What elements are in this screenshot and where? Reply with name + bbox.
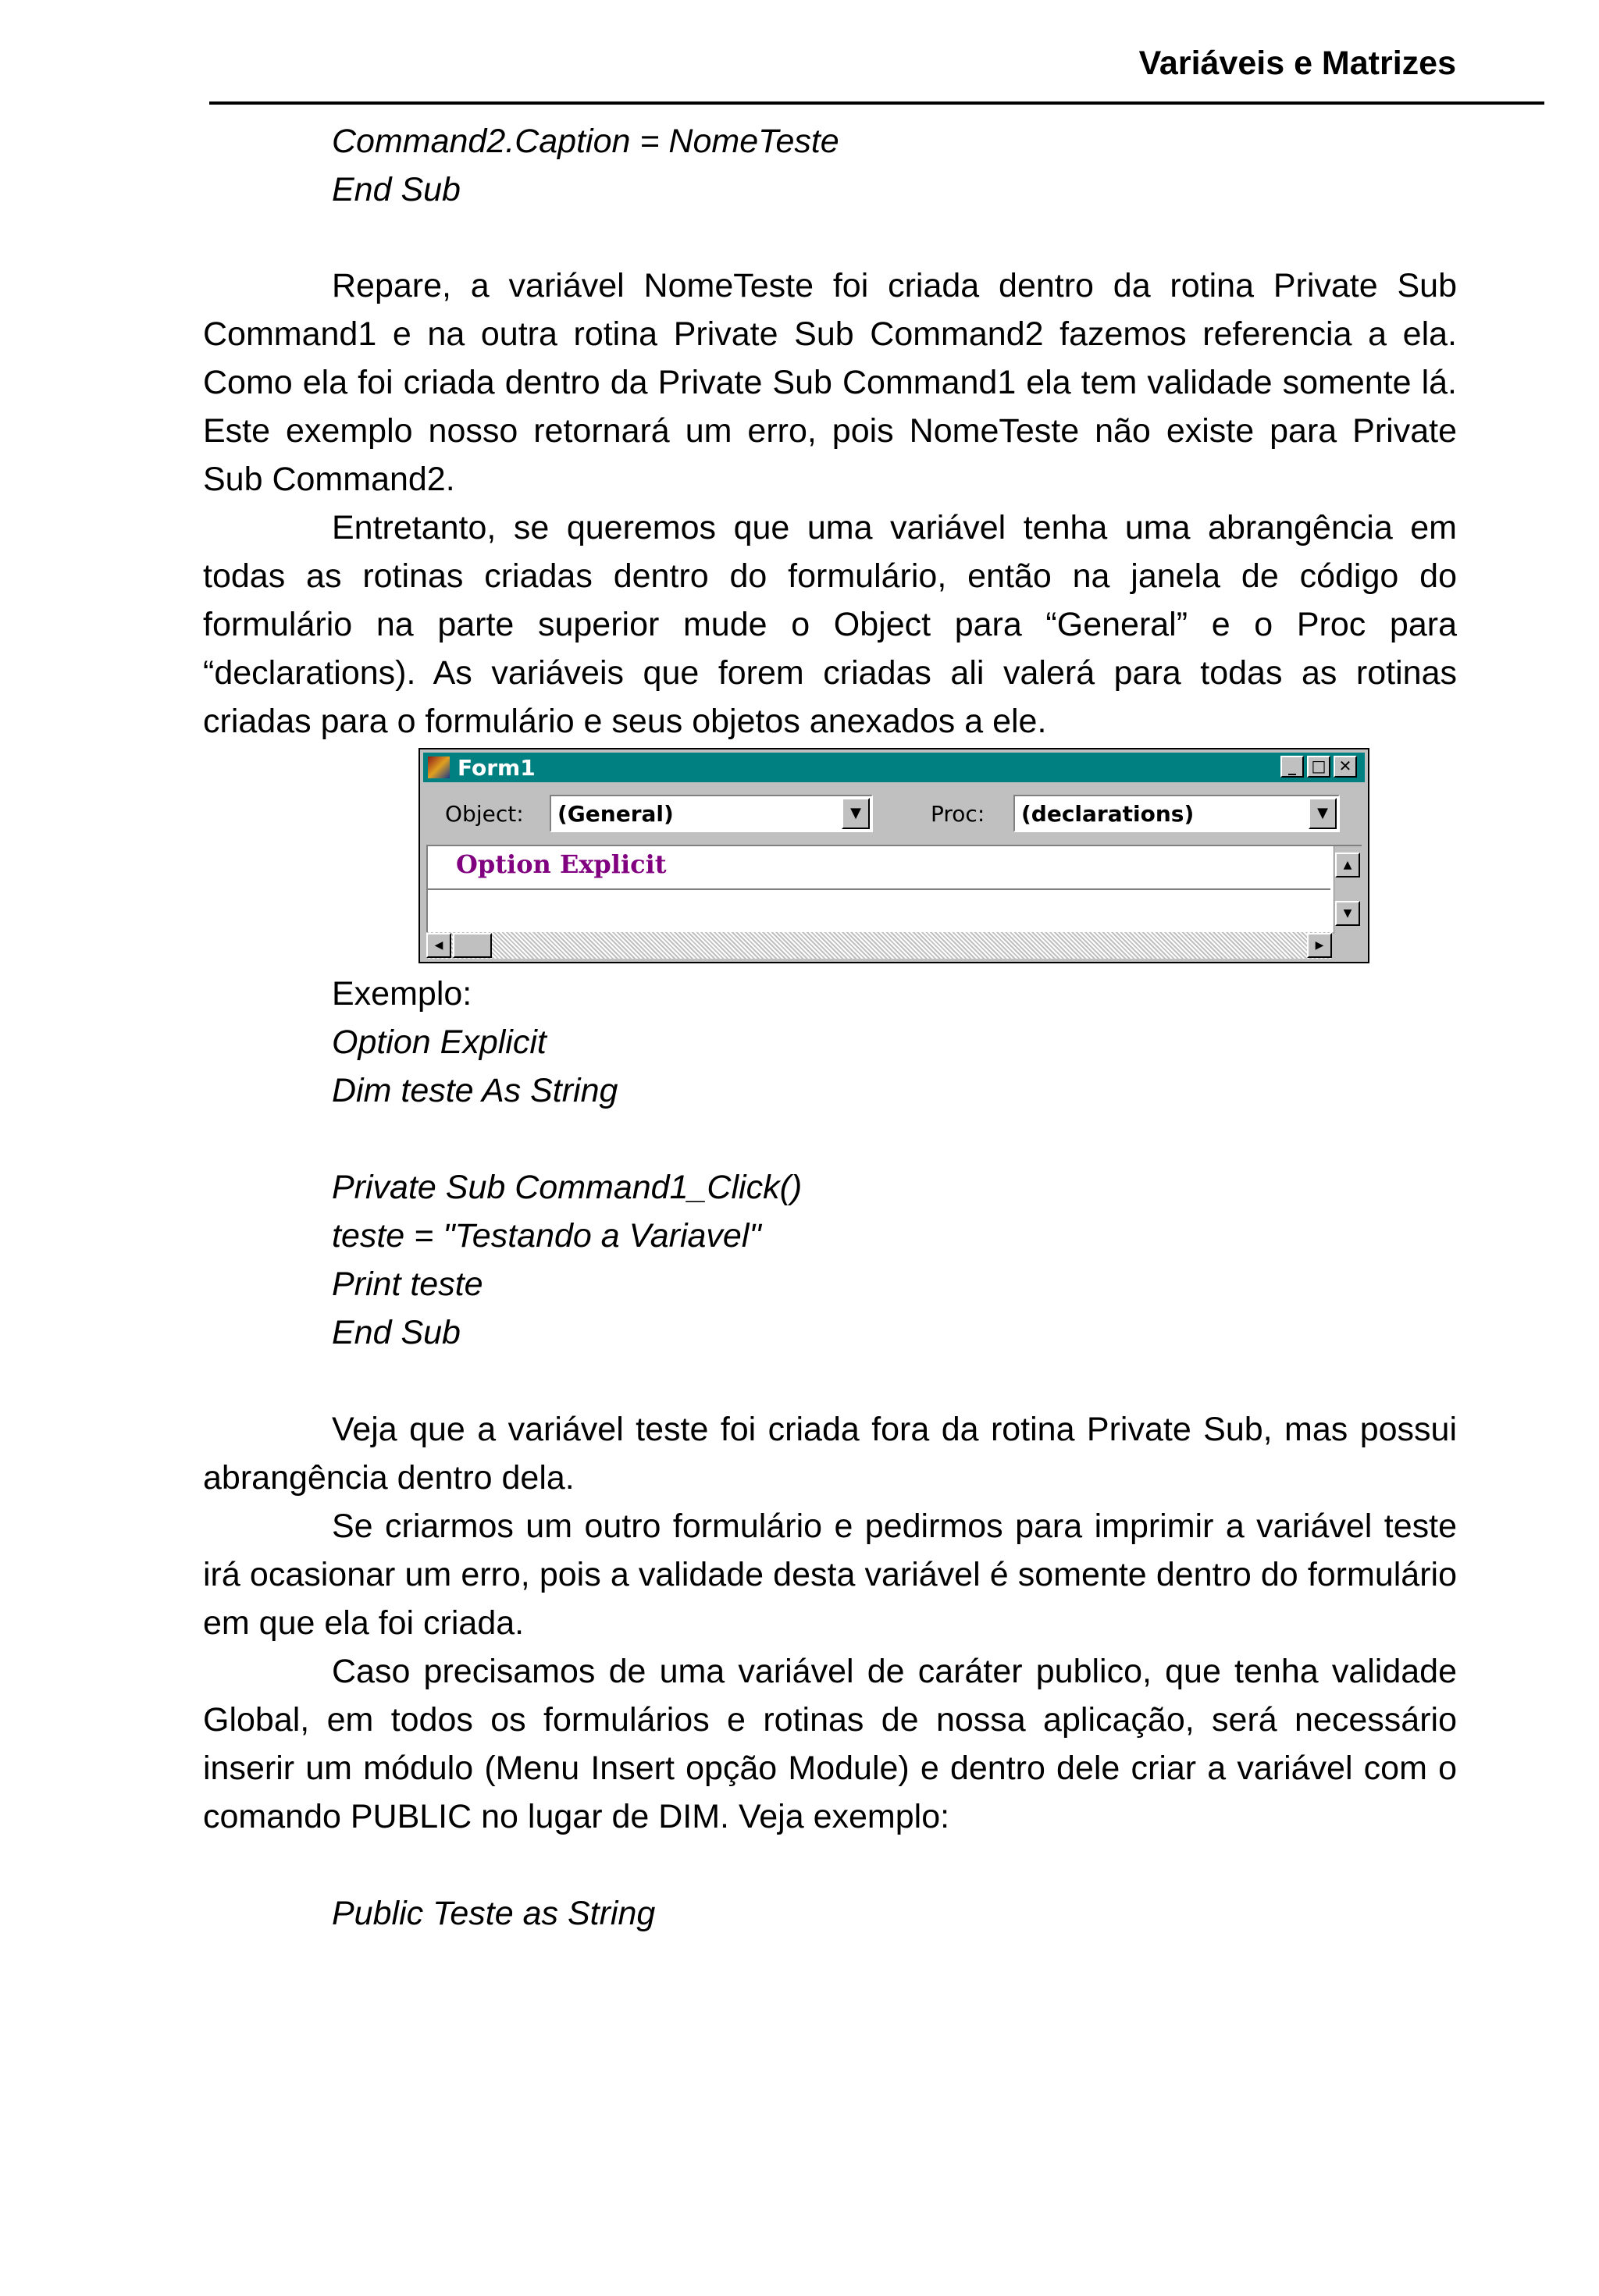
code-block-final	[203, 1889, 1586, 1938]
paragraph-3-block	[203, 1405, 1457, 1502]
maximize-icon[interactable]: □	[1307, 756, 1330, 778]
code-line: End Sub	[332, 171, 461, 208]
scroll-left-icon[interactable]: ◀	[426, 933, 451, 958]
page-header-title: Variáveis e Matrizes	[1138, 44, 1456, 82]
vb-title-bar	[423, 753, 1365, 782]
code-line: Command2.Caption = NomeTeste	[332, 123, 839, 160]
scroll-down-icon[interactable]: ▼	[1335, 901, 1360, 926]
code-block-top	[203, 117, 1586, 214]
chevron-down-icon[interactable]: ▼	[1309, 798, 1337, 829]
header-rule	[209, 101, 1544, 105]
code-line: Public Teste as String	[332, 1895, 656, 1932]
scroll-thumb[interactable]	[453, 933, 492, 958]
object-dropdown-value: (General)	[557, 801, 674, 827]
code-line: teste = "Testando a Variavel"	[332, 1217, 761, 1255]
code-editor-line: Option Explicit	[456, 849, 667, 879]
vb-window-title: Form1	[458, 755, 536, 781]
code-editor[interactable]	[426, 845, 1362, 932]
scroll-right-icon[interactable]: ▶	[1307, 933, 1332, 958]
paragraph-2: Entretanto, se queremos que uma variável tenha uma abrangência em todas as rotinas criadas dentro do formulário, então na janela de código do formulário na parte superior mude o Object para “General” e o Proc para “declarations). As variáveis que forem criadas ali valerá para todas as rotinas criadas para o formulário e seus objetos anexados a ele.	[203, 509, 1457, 740]
close-icon[interactable]: ✕	[1334, 756, 1357, 778]
code-line: Print teste	[332, 1265, 483, 1303]
code-line: Option Explicit	[332, 1023, 547, 1061]
minimize-icon[interactable]: _	[1280, 756, 1304, 778]
paragraph-2-block	[203, 504, 1457, 746]
code-line: Dim teste As String	[332, 1072, 618, 1109]
paragraph-4: Se criarmos um outro formulário e pedirmos para imprimir a variável teste irá ocasionar um erro, pois a validade desta variável é somente dentro do formulário em que ela foi criada.	[203, 1508, 1457, 1642]
proc-dropdown[interactable]	[1013, 795, 1340, 832]
paragraph-1: Repare, a variável NomeTeste foi criada dentro da rotina Private Sub Command1 e na outra rotina Private Sub Command2 fazemos referencia a ela. Como ela foi criada dentro da Private Sub Command1 ela tem validade somente lá. Este exemplo nosso retornará um erro, pois NomeTeste não existe para Private Sub Command2.	[203, 267, 1457, 498]
object-label: Object:	[445, 801, 524, 827]
vertical-scrollbar[interactable]	[1334, 846, 1362, 934]
blank-line	[332, 1115, 1586, 1163]
code-line: End Sub	[332, 1314, 461, 1351]
example-block	[203, 970, 1586, 1357]
procedure-separator	[428, 888, 1330, 890]
horizontal-scrollbar[interactable]	[426, 932, 1332, 959]
object-dropdown[interactable]	[550, 795, 873, 832]
paragraph-1-block	[203, 262, 1457, 504]
proc-dropdown-value: (declarations)	[1021, 801, 1195, 827]
example-label: Exemplo:	[332, 975, 472, 1013]
vb-app-icon	[428, 756, 450, 778]
vb-code-window	[418, 748, 1369, 963]
paragraph-4-block	[203, 1502, 1457, 1647]
code-line: Private Sub Command1_Click()	[332, 1169, 803, 1206]
proc-label: Proc:	[931, 801, 985, 827]
chevron-down-icon[interactable]: ▼	[842, 798, 870, 829]
paragraph-5: Caso precisamos de uma variável de caráter publico, que tenha validade Global, em todos os formulários e rotinas de nossa aplicação, será necessário inserir um módulo (Menu Insert opção Module) e dentro dele criar a variável com o comando PUBLIC no lugar de DIM. Veja exemplo:	[203, 1653, 1457, 1835]
paragraph-3: Veja que a variável teste foi criada fora da rotina Private Sub, mas possui abrangência dentro dela.	[203, 1411, 1457, 1497]
scroll-up-icon[interactable]: ▲	[1335, 853, 1360, 877]
paragraph-5-block	[203, 1647, 1457, 1841]
